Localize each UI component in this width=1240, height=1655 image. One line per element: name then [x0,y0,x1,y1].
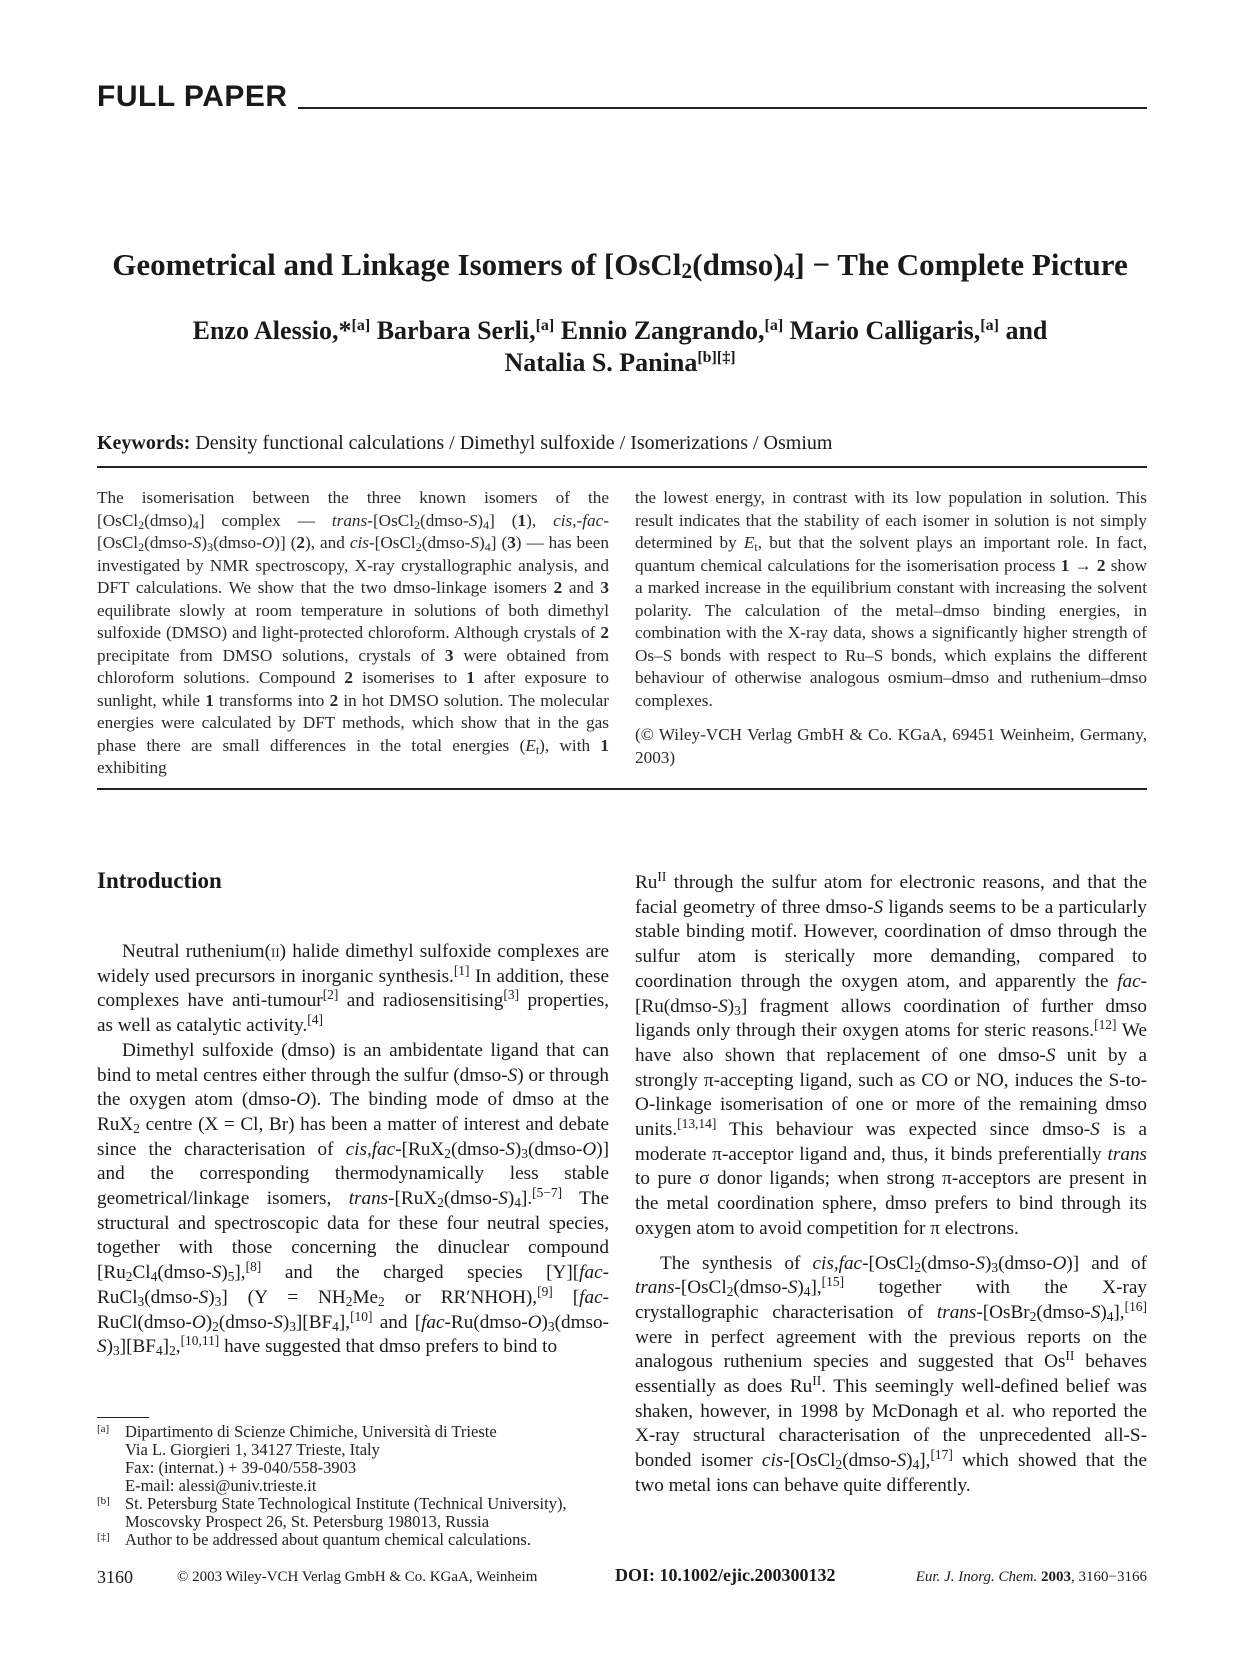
abstract-paragraph: The isomerisation between the three known isomers of the $[OsCl_2(dmso)_4]$ complex — trans-$[OsCl_2(dmso-S)_4]$ (1), $cis,-fac-[OsCl_2(dmso-S)_3(dmso-O)]$ (2), and cis-$[OsCl_2(dmso-S)_4]$ (3) — has been investigated by NMR spectroscopy, X-ray crystallographic analysis, and DFT calculations. We show that the two dmso-linkage isomers 2 and 3 equilibrate slowly at room temperature in solutions of both dimethyl sulfoxide (DMSO) and light-protected chloroform. Although crystals of 2 precipitate from DMSO solutions, crystals of 3 were obtained from chloroform solutions. Compound 2 isomerises to 1 after exposure to sunlight, while 1 transforms into 2 in hot DMSO solution. The molecular energies were calculated by DFT methods, which show that in the gas phase there are small differences in the total energies $(E_t)$, with 1 exhibiting [97,488,610,777]
footnote-rule [97,1417,149,1418]
doi-link[interactable]: DOI: 10.1002/ejic.200300132 [615,1565,836,1585]
running-header [97,80,1147,116]
body-right-column [635,871,1147,1499]
footnote-mark: [b] [97,1495,110,1507]
abstract-copyright: (© Wiley-VCH Verlag GmbH & Co. KGaA, 69451 Weinheim, Germany, 2003) [635,725,1147,767]
page-footer [97,1565,1147,1589]
section-heading: Introduction [97,868,222,893]
footer-copyright: © 2003 Wiley-VCH Verlag GmbH & Co. KGaA, Weinheim [177,1569,538,1585]
body-paragraph: Neutral ruthenium(ii) halide dimethyl sulfoxide complexes are widely used precursors in inorganic synthesis.[1] In addition, these complexes have anti-tumour[2] and radiosensitising[3] properties, as well as catalytic activity.[4] [97,941,609,1037]
body-paragraph: Dimethyl sulfoxide (dmso) is an ambidentate ligand that can bind to metal centres either through the sulfur (dmso-S) or through the oxygen atom (dmso-O). The binding mode of dmso at the RuX$_2$ centre (X = Cl, Br) has been a matter of interest and debate since the characterisation of $cis,fac-[RuX_2(dmso-S)_3(dmso-O)]$ and the corresponding thermodynamically less stable geometrical/linkage isomers, trans-$[RuX_2(dmso-S)_4].[5-7]$ The structural and spectroscopic data for these four neutral species, together with those concerning the dinuclear compound $[Ru_2Cl_4(dmso-S)_5],[8]$ and the charged species $[Y][fac-RuCl_3(dmso-S)_3] (Y = NH_2Me_2$ or RR′NHOH),[9] $[fac-RuCl(dmso-O)_2(dmso-S)_3][BF_4],[10]$ and $[fac-Ru(dmso-O)_3(dmso-S)_3][BF_4]_2,[10,11]$ have suggested that dmso prefers to bind to [97,1039,610,1359]
journal-citation: Eur. J. Inorg. Chem. 2003, 3160−3166 [915,1569,1147,1585]
section-label: FULL PAPER [97,80,298,114]
keywords-label: Keywords: [97,432,191,454]
footnote-mark: [‡] [97,1531,110,1543]
body-paragraph: The synthesis of $cis,fac-[OsCl_2(dmso-S)_3(dmso-O)]$ and of trans-$[OsCl_2(dmso-S)_4],[15]$ together with the X-ray crystallographic characterisation of trans-$[OsBr_2(dmso-S)_4],[16]$ were in perfect agreement with the previous reports on the analogous ruthenium species and suggested that $Os^{II}$ behaves essentially as does $Ru^{II}$. This seemingly well-defined belief was shaken, however, in 1998 by McDonagh et al. who reported the X-ray structural characterisation of the unprecedented all-S-bonded isomer cis-$[OsCl_2(dmso-S)_4],[17]$ which showed that the two metal ions can behave quite differently. [635,1252,1147,1496]
paper-title: Geometrical and Linkage Isomers of $[OsCl_2(dmso)_4]$ − The Complete Picture [112,247,1128,283]
keywords-rule [97,466,1147,468]
footnote: [a] Dipartimento di Scienze Chimiche, Università di Trieste Via L. Giorgieri 1, 34127 Trieste, Italy Fax: (internat.) + 39-040/558-3903 E-mail: alessi@univ.trieste.it [97,1422,497,1495]
footnote: [b] St. Petersburg State Technological Institute (Technical University), Moscovsky Prospect 26, St. Petersburg 198013, Russia [97,1494,567,1531]
author: Natalia S. Panina[b][‡] [504,348,736,377]
keywords-text: Density functional calculations / Dimethyl sulfoxide / Isomerizations / Osmium [195,432,833,454]
email-link[interactable]: E-mail: alessi@univ.trieste.it [125,1476,317,1495]
keywords [97,432,1147,455]
author: Enzo Alessio,*[a] [192,316,371,345]
affiliation-footnotes [97,1423,609,1549]
footnote: [‡] Author to be addressed about quantum chemical calculations. [97,1530,531,1549]
abstract-paragraph: the lowest energy, in contrast with its low population in solution. This result indicates that the stability of each isomer in solution is not simply determined by $E_t$, but that the solvent plays an important role. In fact, quantum chemical calculations for the isomerisation process 1 → 2 show a marked increase in the equilibrium constant with increasing the solvent polarity. The calculation of the metal–dmso binding energies, in combination with the X-ray data, shows a significantly higher strength of Os–S bonds with respect to Ru–S bonds, which explains the different behaviour of otherwise analogous osmium–dmso and ruthenium–dmso complexes. [635,488,1147,710]
author: Barbara Serli,[a] [376,316,555,345]
abstract-rule [97,788,1147,790]
abstract-left-column [97,487,609,792]
page-number: 3160 [97,1567,133,1587]
body-paragraph: $Ru^{II}$ through the sulfur atom for electronic reasons, and that the facial geometry of three dmso-S ligands seems to be a particularly stable binding motif. However, coordination of dmso through the sulfur atom is sterically more demanding, compared to coordination through the oxygen atom, and apparently the fac-$[Ru(dmso-S)_3]$ fragment allows coordination of further dmso ligands only through their oxygen atoms for steric reasons.[12] We have also shown that replacement of one dmso-S unit by a strongly π-accepting ligand, such as CO or NO, induces the S-to-O-linkage isomerisation of one or more of the remaining dmso units.[13,14] This behaviour was expected since dmso-S is a moderate π-acceptor ligand and, thus, it binds preferentially trans to pure σ donor ligands; when strong π-acceptors are present in the metal coordination sphere, dmso prefers to bind through its oxygen atom to avoid competition for π electrons. [635,869,1147,1239]
body-left-column [97,940,609,1360]
author-list [140,315,1100,379]
author-conjunction: and [1005,316,1048,345]
author: Ennio Zangrando,[a] [560,316,784,345]
footnote-mark: [a] [97,1423,110,1435]
author: Mario Calligaris,[a] [789,316,999,345]
abstract-right-column [635,487,1147,781]
